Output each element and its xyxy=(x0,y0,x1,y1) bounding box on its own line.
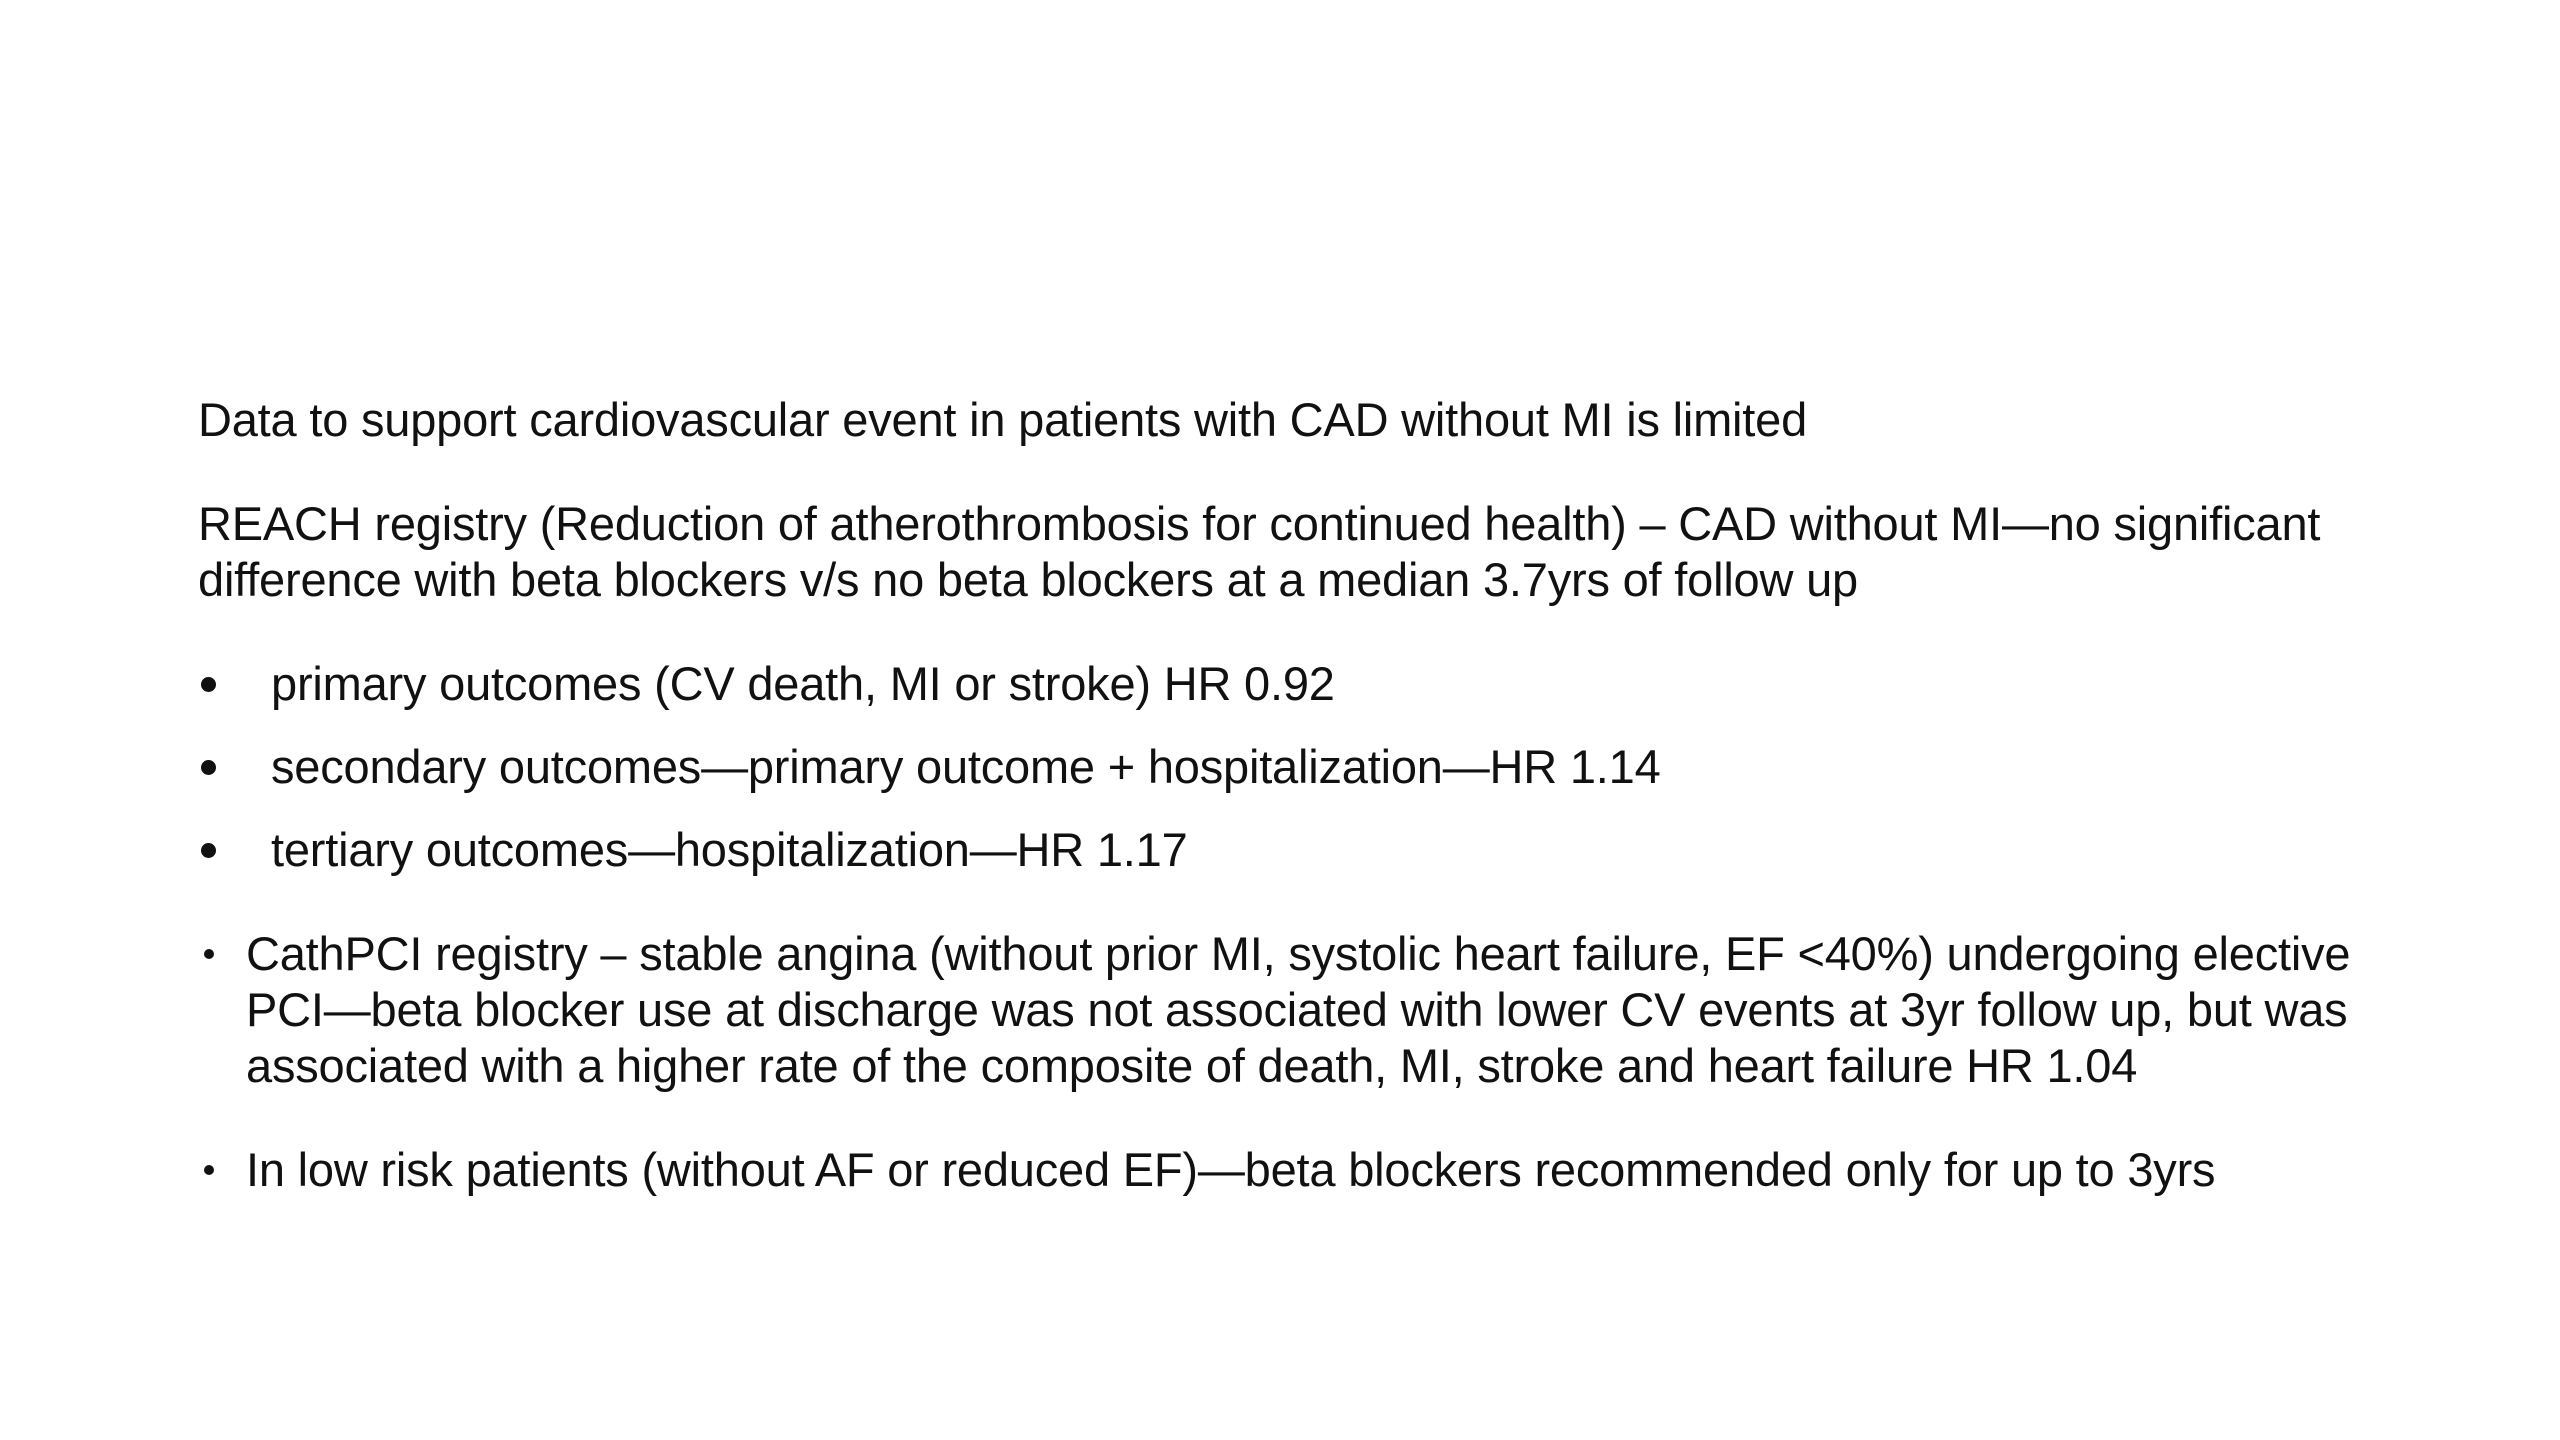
list-item xyxy=(198,1142,2438,1198)
list-item xyxy=(198,739,2438,795)
bullet-icon xyxy=(201,843,216,858)
bullet-icon xyxy=(201,677,216,692)
list-item xyxy=(198,822,2438,878)
outcome-text: tertiary outcomes—hospitalization—HR 1.17 xyxy=(271,823,1188,876)
points-list xyxy=(198,926,2438,1198)
bullet-icon xyxy=(204,1165,214,1175)
intro-paragraph: Data to support cardiovascular event in patients with CAD without MI is limited xyxy=(198,393,1808,446)
bullet-icon xyxy=(201,760,216,775)
list-item xyxy=(198,656,2438,712)
slide-body xyxy=(198,392,2438,1198)
list-item xyxy=(198,926,2438,1094)
outcomes-list xyxy=(198,656,2438,878)
outcome-text: secondary outcomes—primary outcome + hospitalization—HR 1.14 xyxy=(271,740,1661,793)
outcome-text: primary outcomes (CV death, MI or stroke) HR 0.92 xyxy=(271,657,1335,710)
cathpci-text: CathPCI registry – stable angina (without prior MI, systolic heart failure, EF <40%) undergoing elective PCI—beta blocker use at discharge was not associated with lower CV events at 3yr follow up, but was associated with a higher rate of the composite of death, MI, stroke and heart failure HR 1.04 xyxy=(246,927,2351,1092)
reach-registry-paragraph: REACH registry (Reduction of atherothrombosis for continued health) – CAD without MI—no significant difference with beta blockers v/s no beta blockers at a median 3.7yrs of follow up xyxy=(198,497,2321,606)
low-risk-text: In low risk patients (without AF or reduced EF)—beta blockers recommended only for up to 3yrs xyxy=(246,1143,2216,1196)
bullet-icon xyxy=(204,949,214,959)
